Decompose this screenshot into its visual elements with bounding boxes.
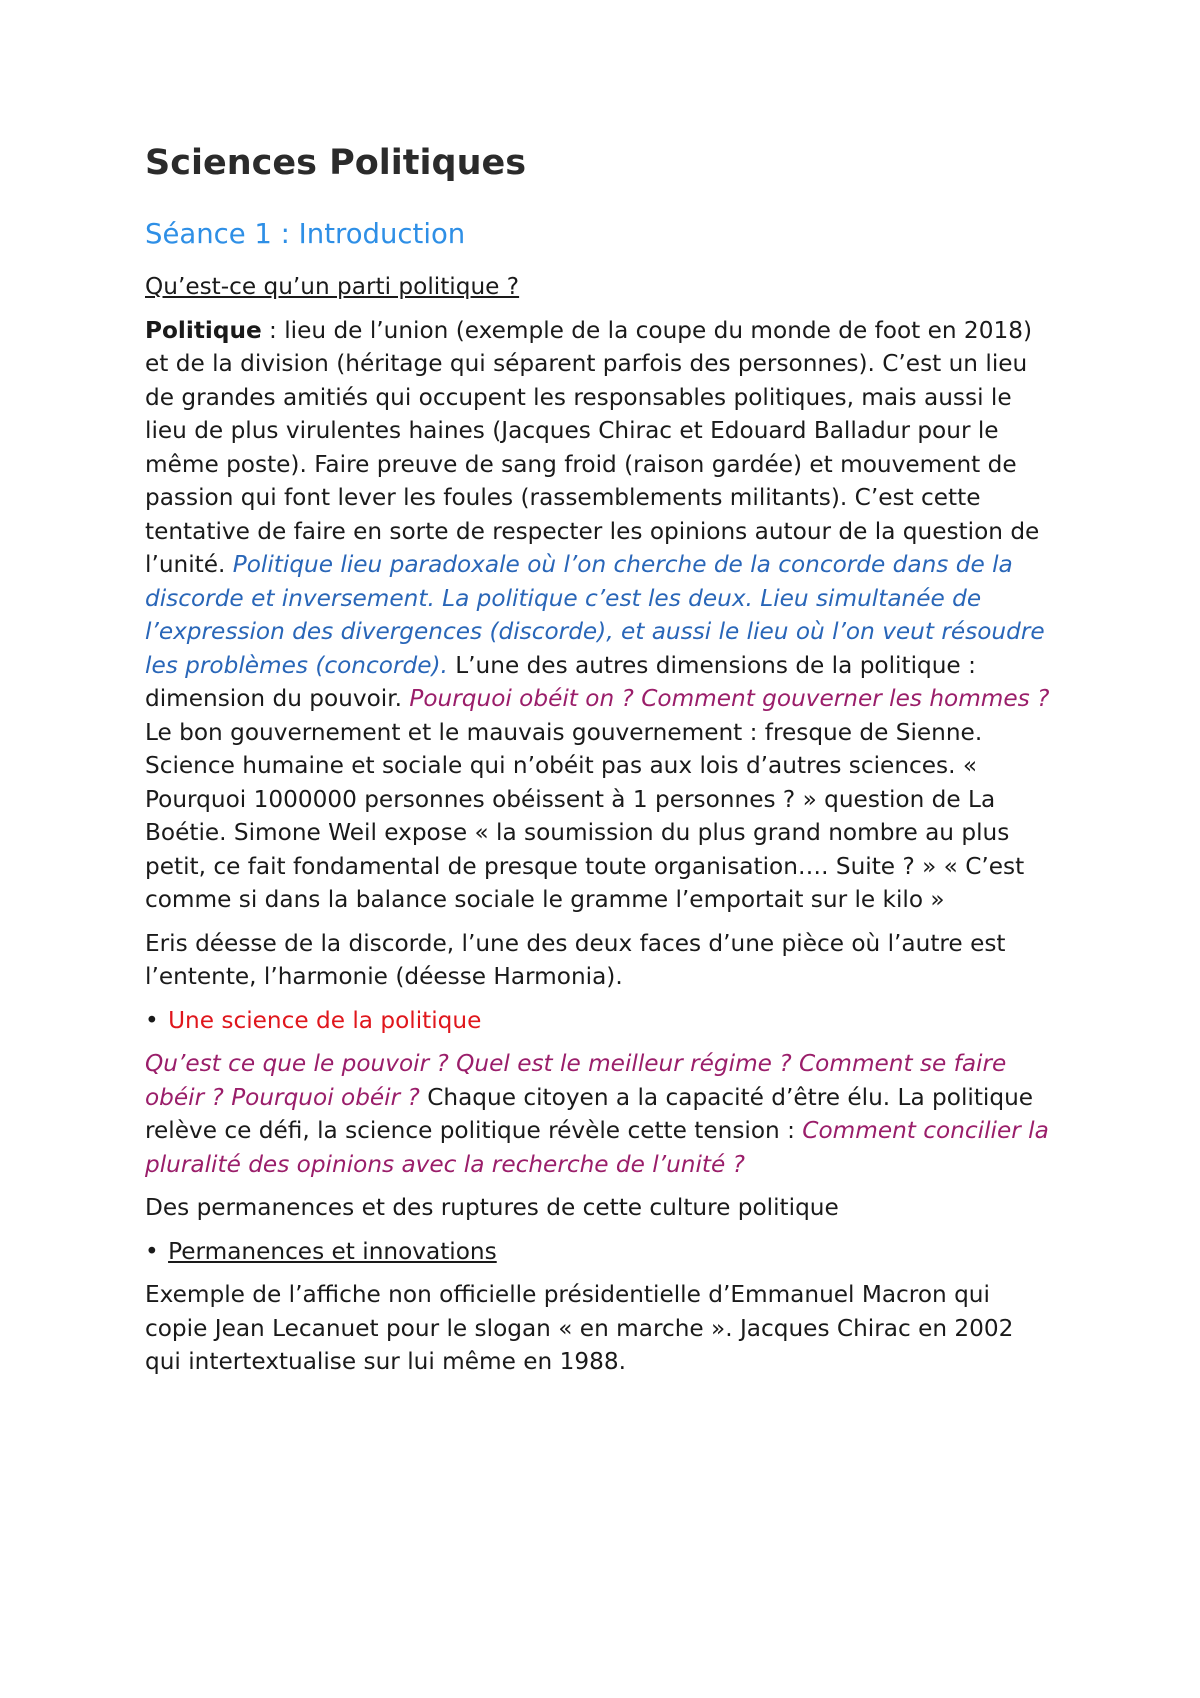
- session-heading: Séance 1 : Introduction: [145, 218, 466, 250]
- bullet-science-text: Une science de la politique: [168, 1006, 482, 1034]
- bullet-permanences: [145, 1235, 1055, 1269]
- paragraph-politique-part3: Le bon gouvernement et le mauvais gouvernement : fresque de Sienne. Science humaine et sociale qui n’obéit pas aux lois d’autres sciences. « Pourquoi 1000000 personnes obéissent à 1 personnes ? » question de La Boétie. Simone Weil expose « la soumission du plus grand nombre au plus petit, ce fait fondamental de presque toute organisation…. Suite ? » « C’est comme si dans la balance sociale le gramme l’emportait sur le kilo »: [145, 718, 1025, 913]
- paragraph-questions: [145, 1047, 1055, 1181]
- paradox-highlight: Politique lieu paradoxale où l’on cherche de la concorde dans de la discorde et inversement. La politique c’est les deux. Lieu simultanée de l’expression des divergences (discorde), et aussi le lieu où l’on veut résoudre les problèmes (concorde).: [145, 551, 1045, 679]
- paragraph-politique-part1: : lieu de l’union (exemple de la coupe du monde de foot en 2018) et de la division (héritage qui séparent parfois des personnes). C’est un lieu de grandes amitiés qui occupent les responsables politiques, mais aussi le lieu de plus virulentes haines (Jacques Chirac et Edouard Balladur pour le même poste). Faire preuve de sang froid (raison gardée) et mouvement de passion qui font lever les foules (rassemblements militants). C’est cette tentative de faire en sorte de respecter les opinions autour de la question de l’unité.: [145, 316, 1040, 578]
- question-heading: [145, 270, 1055, 304]
- bullet-permanences-text: Permanences et innovations: [168, 1237, 497, 1265]
- paragraph-eris: Eris déesse de la discorde, l’une des deux faces d’une pièce où l’autre est l’entente, l’harmonie (déesse Harmonia).: [145, 929, 1006, 990]
- bullet-symbol: •: [145, 1237, 159, 1265]
- paragraph-politique-part2: L’une des autres dimensions de la politique : dimension du pouvoir.: [145, 651, 976, 712]
- document-title: Sciences Politiques: [145, 143, 527, 183]
- unity-question: Comment concilier la pluralité des opinions avec la recherche de l’unité ?: [145, 1117, 1049, 1178]
- bullet-science: [145, 1004, 1055, 1038]
- paragraph-questions-text: Chaque citoyen a la capacité d’être élu. La politique relève ce défi, la science politique révèle cette tension :: [145, 1083, 1034, 1144]
- paragraph-politique: [145, 314, 1055, 917]
- paragraph-macron: Exemple de l’affiche non officielle présidentielle d’Emmanuel Macron qui copie Jean Lecanuet pour le slogan « en marche ». Jacques Chirac en 2002 qui intertextualise sur lui même en 1988.: [145, 1281, 1014, 1375]
- term-politique: Politique: [145, 316, 262, 344]
- bullet-symbol: •: [145, 1006, 159, 1034]
- obedience-question: Pourquoi obéit on ? Comment gouverner les hommes ?: [409, 685, 1050, 712]
- paragraph-permanences: Des permanences et des ruptures de cette culture politique: [145, 1194, 839, 1221]
- question-heading-text: Qu’est-ce qu’un parti politique ?: [145, 273, 520, 300]
- power-questions: Qu’est ce que le pouvoir ? Quel est le meilleur régime ? Comment se faire obéir ? Pourquoi obéir ?: [145, 1050, 1007, 1111]
